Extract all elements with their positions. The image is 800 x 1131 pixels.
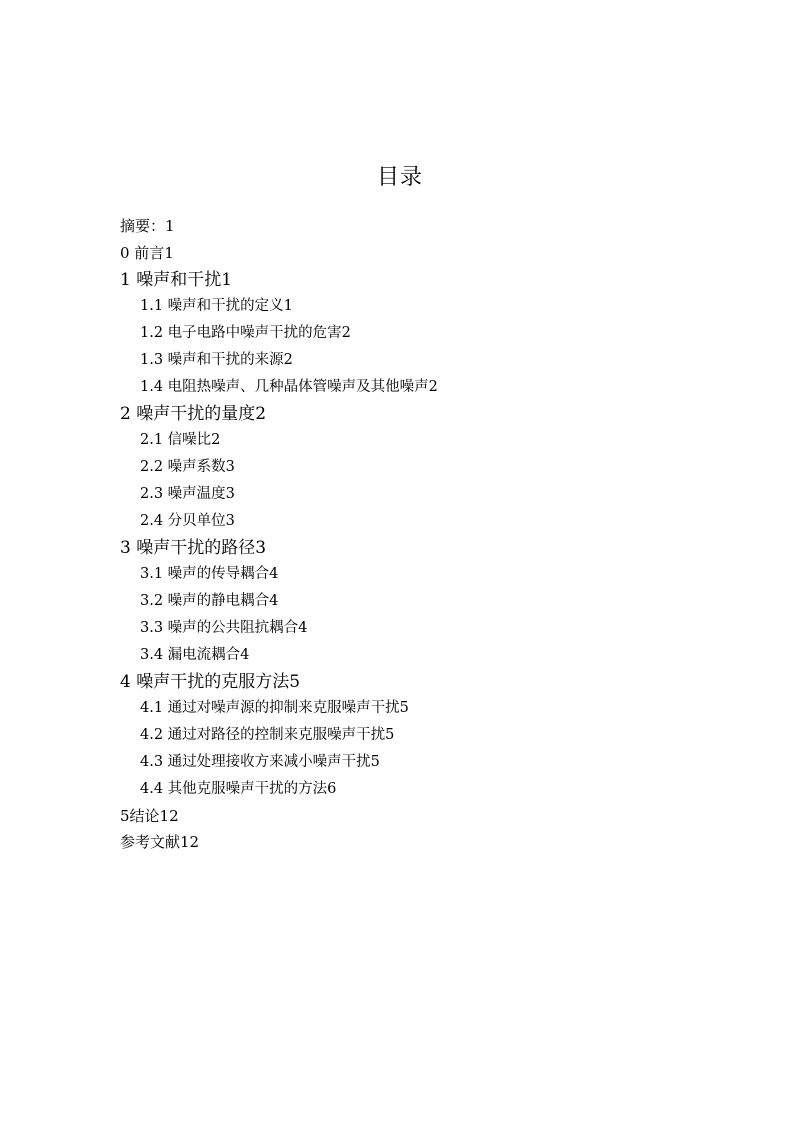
toc-entry[interactable]: [120, 535, 266, 561]
toc-entry[interactable]: [120, 561, 278, 587]
toc-entry-page-number: 5: [289, 671, 301, 692]
toc-entry[interactable]: [120, 669, 300, 695]
toc-entry-page-number: 4: [269, 566, 279, 583]
toc-entry-page-number: 5: [385, 727, 395, 744]
toc-entry-title: 3.3 噪声的公共阻抗耦合: [140, 620, 299, 636]
toc-entry-page-number: 1: [283, 298, 293, 315]
toc-entry-title: 3.2 噪声的静电耦合: [140, 593, 270, 610]
toc-entry-title: 参考文献: [120, 833, 181, 852]
toc-entry[interactable]: [120, 588, 278, 614]
toc-entry[interactable]: [120, 213, 175, 239]
toc-entry-page-number: 3: [225, 512, 235, 529]
toc-entry[interactable]: [120, 508, 235, 534]
toc-entry[interactable]: [120, 240, 174, 266]
toc-entry-title: 摘要：: [120, 217, 166, 235]
toc-entry-page-number: 2: [211, 432, 221, 449]
toc-entry-page-number: 6: [327, 780, 337, 797]
toc-entry-page-number: 2: [428, 378, 438, 395]
toc-entry-page-number: 4: [298, 620, 308, 636]
toc-entry-title: 2.4 分贝单位: [140, 512, 226, 529]
toc-entry[interactable]: [120, 749, 380, 775]
toc-entry[interactable]: [120, 320, 351, 346]
toc-entry[interactable]: [120, 615, 307, 641]
toc-entry[interactable]: [120, 803, 179, 829]
toc-entry-title: 1 噪声和干扰: [120, 269, 222, 290]
toc-entry[interactable]: [120, 267, 232, 293]
toc-entry-title: 2.3 噪声温度: [140, 486, 226, 502]
toc-entry-title: 2.2 噪声系数: [140, 459, 226, 476]
toc-entry-page-number: 4: [269, 593, 279, 610]
toc-entry[interactable]: [120, 401, 266, 427]
toc-entry-page-number: 5: [370, 754, 380, 770]
toc-entry-title: 3 噪声干扰的路径: [120, 537, 256, 558]
toc-entry-page-number: 2: [283, 352, 293, 368]
toc-entry[interactable]: [120, 427, 220, 453]
toc-entry-title: 4.2 通过对路径的控制来克服噪声干扰: [140, 727, 386, 744]
toc-entry-title: 1.1 噪声和干扰的定义: [140, 298, 284, 315]
toc-entry-page-number: 12: [180, 833, 200, 852]
page-title: 目录: [376, 165, 423, 190]
toc-entry-title: 4 噪声干扰的克服方法: [120, 671, 290, 692]
toc-entry-title: 1.4 电阻热噪声、几种晶体管噪声及其他噪声: [140, 378, 429, 395]
toc-entry-title: 2 噪声干扰的量度: [120, 403, 256, 424]
toc-entry[interactable]: [120, 347, 293, 373]
toc-entry-title: 4.3 通过处理接收方来减小噪声干扰: [140, 754, 371, 770]
toc-entry-page-number: 1: [165, 217, 175, 235]
toc-entry-page-number: 3: [255, 537, 267, 558]
toc-entry-title: 3.1 噪声的传导耦合: [140, 566, 270, 583]
toc-entry[interactable]: [120, 481, 235, 507]
toc-entry-page-number: 2: [341, 325, 351, 342]
toc-entry-page-number: 1: [221, 269, 233, 290]
toc-entry-page-number: 1: [164, 243, 174, 262]
toc-entry-title: 5结论: [120, 806, 160, 825]
toc-entry[interactable]: [120, 454, 235, 480]
toc-entry-page-number: 4: [240, 646, 250, 663]
toc-entry[interactable]: [120, 695, 409, 721]
toc-entry[interactable]: [120, 293, 293, 319]
toc-entry-page-number: 3: [225, 459, 235, 476]
toc-entry[interactable]: [120, 829, 199, 855]
toc-entry-title: 2.1 信噪比: [140, 432, 212, 449]
toc-entry-title: 4.4 其他克服噪声干扰的方法: [140, 780, 328, 797]
toc-entry[interactable]: [120, 722, 394, 748]
toc-entry-page-number: 3: [225, 486, 235, 502]
toc-entry[interactable]: [120, 642, 249, 668]
toc-entry-title: 1.3 噪声和干扰的来源: [140, 352, 284, 368]
toc-entry[interactable]: [120, 776, 336, 802]
toc-entry-page-number: 5: [399, 700, 409, 717]
toc-entry-page-number: 12: [159, 806, 179, 825]
toc-entry-title: 4.1 通过对噪声源的抑制来克服噪声干扰: [140, 700, 400, 717]
toc-entry-page-number: 2: [255, 403, 267, 424]
toc-entry-title: 3.4 漏电流耦合: [140, 646, 241, 663]
toc-entry-title: 0 前言: [120, 243, 165, 262]
toc-entry-title: 1.2 电子电路中噪声干扰的危害: [140, 325, 342, 342]
toc-entry[interactable]: [120, 374, 438, 400]
